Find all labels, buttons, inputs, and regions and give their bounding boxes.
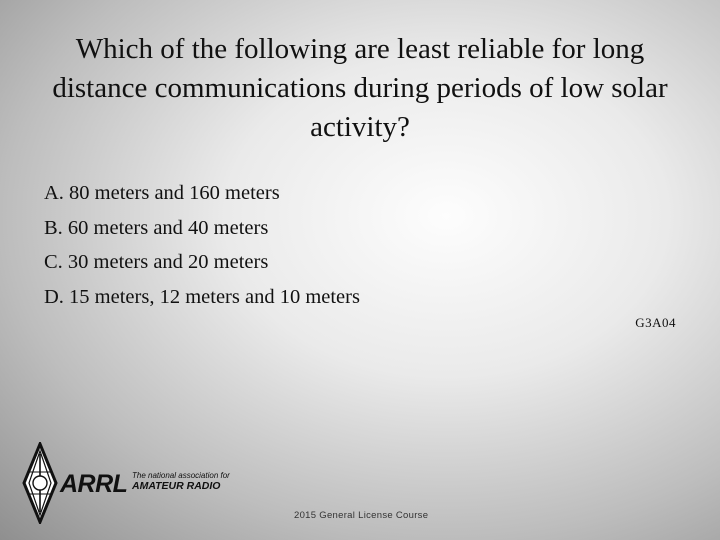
answer-list [44,176,360,314]
question-title: Which of the following are least reliable for long distance communications during periods of low solar activity? [52,33,668,143]
logo-tagline [132,470,230,492]
question-id: G3A04 [635,315,676,330]
logo-tagline-line1: The national association for [132,471,230,480]
answer-d: D. 15 meters, 12 meters and 10 meters [44,285,360,308]
arrl-logo [20,442,260,524]
answer-b: B. 60 meters and 40 meters [44,216,269,239]
answer-c: C. 30 meters and 20 meters [44,251,269,273]
arrl-diamond-emblem-icon [20,442,60,524]
footer-course-name: 2015 General License Course [294,510,429,521]
logo-wordmark: ARRL [60,470,128,498]
answer-a: A. 80 meters and 160 meters [44,182,280,204]
logo-tagline-line2: AMATEUR RADIO [132,480,221,492]
